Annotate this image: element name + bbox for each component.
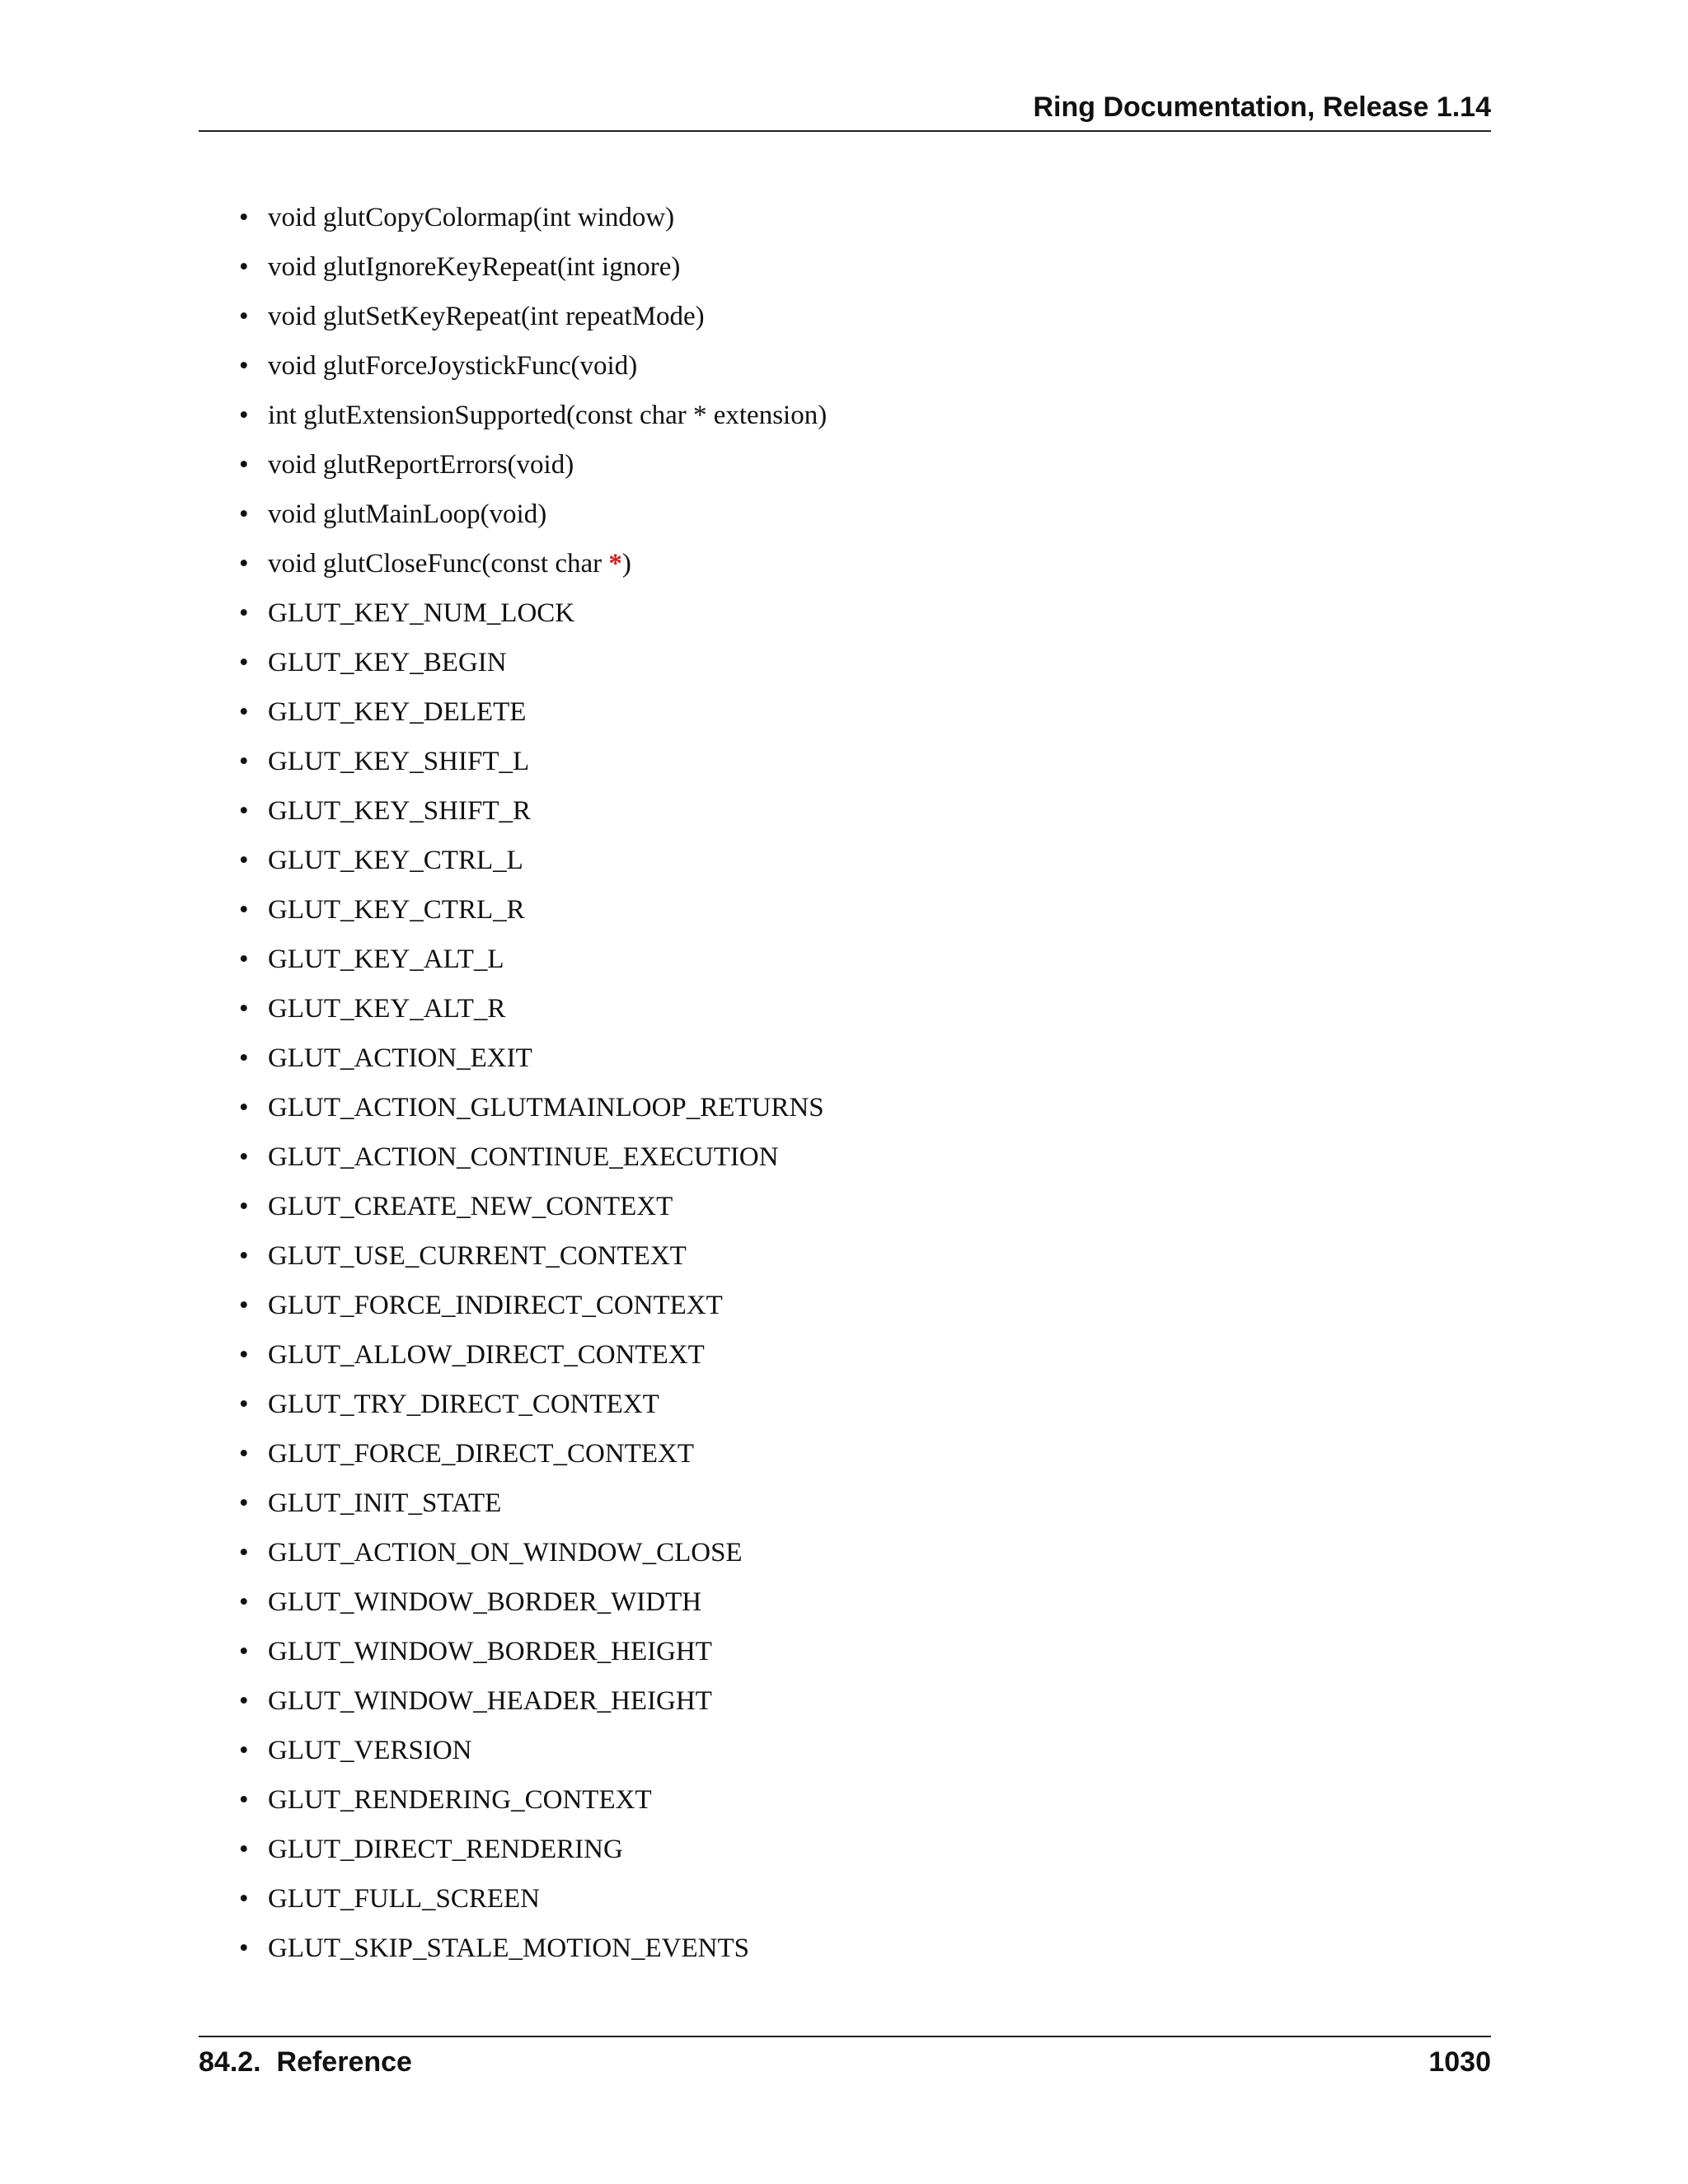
- bullet-icon: •: [239, 1587, 249, 1617]
- list-item-text: GLUT_ACTION_CONTINUE_EXECUTION: [268, 1142, 779, 1172]
- bullet-icon: •: [239, 944, 249, 974]
- list-item: [239, 1088, 1475, 1137]
- list-item-text: GLUT_KEY_CTRL_L: [268, 846, 523, 875]
- list-item-text: GLUT_VERSION: [268, 1736, 472, 1765]
- list-item-text: int glutExtensionSupported(const char * extension): [268, 401, 828, 430]
- list-item-text: GLUT_KEY_CTRL_R: [268, 895, 525, 925]
- list-item-text: void glutSetKeyRepeat(int repeatMode): [268, 302, 705, 331]
- bullet-icon: •: [239, 252, 249, 282]
- page-content: [239, 198, 1475, 1978]
- list-item: [239, 297, 1475, 346]
- bullet-icon: •: [239, 1538, 249, 1568]
- bullet-icon: •: [239, 1686, 249, 1716]
- list-item: [239, 1286, 1475, 1335]
- list-item-text: void glutForceJoystickFunc(void): [268, 351, 638, 381]
- list-item: [239, 346, 1475, 396]
- list-item: [239, 1830, 1475, 1879]
- list-item-text: GLUT_KEY_SHIFT_L: [268, 747, 530, 776]
- list-item-text: GLUT_KEY_NUM_LOCK: [268, 598, 575, 628]
- list-item: [239, 1780, 1475, 1830]
- list-item: [239, 1038, 1475, 1088]
- list-item-text: GLUT_CREATE_NEW_CONTEXT: [268, 1192, 673, 1221]
- bullet-icon: •: [239, 796, 249, 826]
- document-title: Ring Documentation, Release 1.14: [1033, 91, 1491, 123]
- list-item: [239, 494, 1475, 544]
- list-item: [239, 1533, 1475, 1582]
- bullet-icon: •: [239, 1142, 249, 1172]
- list-item: [239, 1731, 1475, 1780]
- bullet-icon: •: [239, 846, 249, 875]
- list-item: [239, 742, 1475, 791]
- list-item: [239, 1483, 1475, 1533]
- list-item: [239, 841, 1475, 890]
- list-item-text: void glutIgnoreKeyRepeat(int ignore): [268, 252, 681, 282]
- list-item: [239, 1632, 1475, 1681]
- bullet-icon: •: [239, 1736, 249, 1765]
- list-item: [239, 791, 1475, 841]
- list-item-text: GLUT_WINDOW_BORDER_WIDTH: [268, 1587, 702, 1617]
- bullet-icon: •: [239, 598, 249, 628]
- list-item: [239, 1681, 1475, 1731]
- bullet-icon: •: [239, 1192, 249, 1221]
- list-item-text: GLUT_USE_CURRENT_CONTEXT: [268, 1241, 687, 1271]
- bullet-icon: •: [239, 1933, 249, 1963]
- list-item: [239, 989, 1475, 1038]
- list-item-text: GLUT_ACTION_GLUTMAINLOOP_RETURNS: [268, 1093, 824, 1122]
- list-item-text: GLUT_KEY_DELETE: [268, 697, 527, 727]
- list-item-text: GLUT_FULL_SCREEN: [268, 1884, 540, 1914]
- list-item-text: GLUT_WINDOW_HEADER_HEIGHT: [268, 1686, 712, 1716]
- list-item-text: GLUT_FORCE_INDIRECT_CONTEXT: [268, 1291, 723, 1320]
- list-item: [239, 1385, 1475, 1434]
- list-item-text: GLUT_INIT_STATE: [268, 1488, 502, 1518]
- bullet-icon: •: [239, 648, 249, 677]
- list-item-text: GLUT_FORCE_DIRECT_CONTEXT: [268, 1439, 694, 1469]
- list-item: [239, 247, 1475, 297]
- list-item-text: GLUT_ALLOW_DIRECT_CONTEXT: [268, 1340, 705, 1370]
- list-item: [239, 445, 1475, 494]
- bullet-icon: •: [239, 747, 249, 776]
- bullet-icon: •: [239, 697, 249, 727]
- list-item: [239, 692, 1475, 742]
- bullet-icon: •: [239, 1043, 249, 1073]
- bullet-icon: •: [239, 1340, 249, 1370]
- list-item-text: GLUT_KEY_BEGIN: [268, 648, 507, 677]
- list-item: [239, 198, 1475, 247]
- list-item-text: void glutReportErrors(void): [268, 450, 574, 480]
- list-item: [239, 593, 1475, 643]
- list-item-text: void glutMainLoop(void): [268, 499, 547, 529]
- list-item-text: GLUT_TRY_DIRECT_CONTEXT: [268, 1390, 659, 1419]
- list-item: [239, 1929, 1475, 1978]
- list-item: [239, 890, 1475, 940]
- bullet-icon: •: [239, 499, 249, 529]
- bullet-icon: •: [239, 895, 249, 925]
- bullet-icon: •: [239, 1785, 249, 1815]
- list-item: [239, 643, 1475, 692]
- list-item: [239, 1137, 1475, 1187]
- list-item-text: GLUT_RENDERING_CONTEXT: [268, 1785, 652, 1815]
- list-item: [239, 1879, 1475, 1929]
- bullet-icon: •: [239, 351, 249, 381]
- list-item: [239, 1335, 1475, 1385]
- page-footer: [199, 2036, 1491, 2095]
- bullet-icon: •: [239, 1241, 249, 1271]
- bullet-icon: •: [239, 1835, 249, 1864]
- list-item: [239, 1582, 1475, 1632]
- bullet-icon: •: [239, 1390, 249, 1419]
- bullet-icon: •: [239, 1291, 249, 1320]
- list-item: [239, 1187, 1475, 1236]
- bullet-icon: •: [239, 1439, 249, 1469]
- function-list: [239, 198, 1475, 1978]
- bullet-icon: •: [239, 994, 249, 1024]
- bullet-icon: •: [239, 302, 249, 331]
- list-item-text: GLUT_SKIP_STALE_MOTION_EVENTS: [268, 1933, 749, 1963]
- list-item-text-after: ): [621, 549, 631, 579]
- bullet-icon: •: [239, 549, 249, 579]
- bullet-icon: •: [239, 1637, 249, 1666]
- bullet-icon: •: [239, 1093, 249, 1122]
- bullet-icon: •: [239, 450, 249, 480]
- bullet-icon: •: [239, 401, 249, 430]
- list-item: [239, 1236, 1475, 1286]
- list-item-text: GLUT_WINDOW_BORDER_HEIGHT: [268, 1637, 712, 1666]
- list-item-text: GLUT_ACTION_ON_WINDOW_CLOSE: [268, 1538, 743, 1568]
- list-item-text-before: void glutCloseFunc(const char: [268, 549, 609, 579]
- list-item: [239, 940, 1475, 989]
- list-item-text: GLUT_KEY_ALT_R: [268, 994, 506, 1024]
- list-item: [239, 396, 1475, 445]
- list-item-text: void glutCopyColormap(int window): [268, 203, 675, 232]
- list-item: [239, 1434, 1475, 1483]
- list-item-close-func: [239, 544, 1475, 593]
- bullet-icon: •: [239, 1488, 249, 1518]
- pointer-star-link[interactable]: *: [608, 549, 622, 579]
- page-number: 1030: [1428, 2046, 1491, 2078]
- list-item-text: GLUT_KEY_SHIFT_R: [268, 796, 531, 826]
- bullet-icon: •: [239, 1884, 249, 1914]
- list-item-text: GLUT_ACTION_EXIT: [268, 1043, 532, 1073]
- page-header: [199, 91, 1491, 132]
- bullet-icon: •: [239, 203, 249, 232]
- list-item-text: GLUT_KEY_ALT_L: [268, 944, 504, 974]
- footer-section-title: 84.2. Reference: [199, 2046, 412, 2078]
- list-item-text: GLUT_DIRECT_RENDERING: [268, 1835, 623, 1864]
